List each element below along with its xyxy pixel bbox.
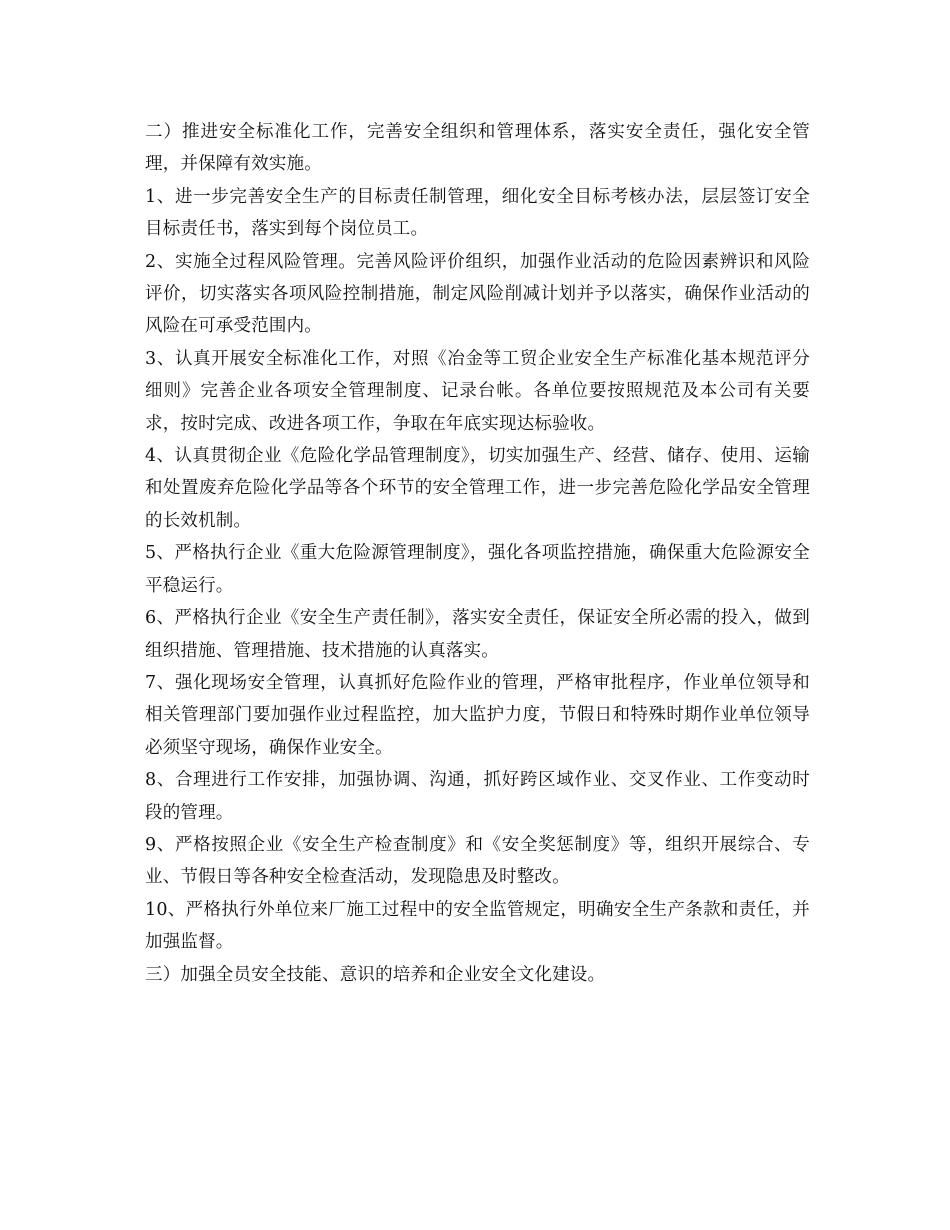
- item-7-paragraph: 7、强化现场安全管理，认真抓好危险作业的管理，严格审批程序，作业单位领导和相关管理部门要加强作业过程监控，加大监护力度，节假日和特殊时期作业单位领导必须坚守现场，确保作业安全。: [145, 672, 810, 758]
- section-heading-2: 二）推进安全标准化工作，完善安全组织和管理体系，落实安全责任，强化安全管理，并保障有效实施。: [145, 122, 810, 175]
- item-2-paragraph: 2、实施全过程风险管理。完善风险评价组织，加强作业活动的危险因素辨识和风险评价，切实落实各项风险控制措施，制定风险削减计划并予以落实，确保作业活动的风险在可承受范围内。: [145, 251, 810, 337]
- document-body: [145, 116, 810, 991]
- item-4-paragraph: 4、认真贯彻企业《危险化学品管理制度》，切实加强生产、经营、储存、使用、运输和处置废弃危险化学品等各个环节的安全管理工作，进一步完善危险化学品安全管理的长效机制。: [145, 446, 810, 531]
- section-heading-3: 三）加强全员安全技能、意识的培养和企业安全文化建设。: [145, 964, 606, 985]
- item-10-paragraph: 10、严格执行外单位来厂施工过程中的安全监管规定，明确安全生产条款和责任，并加强监督。: [145, 899, 810, 953]
- item-8-paragraph: 8、合理进行工作安排，加强协调、沟通，抓好跨区域作业、交叉作业、工作变动时段的管理。: [145, 770, 810, 823]
- item-3-paragraph: 3、认真开展安全标准化工作，对照《冶金等工贸企业安全生产标准化基本规范评分细则》完善企业各项安全管理制度、记录台帐。各单位要按照规范及本公司有关要求，按时完成、改进各项工作，争取在年底实现达标验收。: [145, 348, 810, 434]
- item-9-paragraph: 9、严格按照企业《安全生产检查制度》和《安全奖惩制度》等，组织开展综合、专业、节假日等各种安全检查活动，发现隐患及时整改。: [145, 834, 810, 888]
- item-6-paragraph: 6、严格执行企业《安全生产责任制》，落实安全责任，保证安全所必需的投入，做到组织措施、管理措施、技术措施的认真落实。: [145, 608, 810, 661]
- item-1-paragraph: 1、进一步完善安全生产的目标责任制管理，细化安全目标考核办法，层层签订安全目标责任书，落实到每个岗位员工。: [145, 186, 810, 240]
- item-5-paragraph: 5、严格执行企业《重大危险源管理制度》，强化各项监控措施，确保重大危险源安全平稳运行。: [145, 543, 810, 596]
